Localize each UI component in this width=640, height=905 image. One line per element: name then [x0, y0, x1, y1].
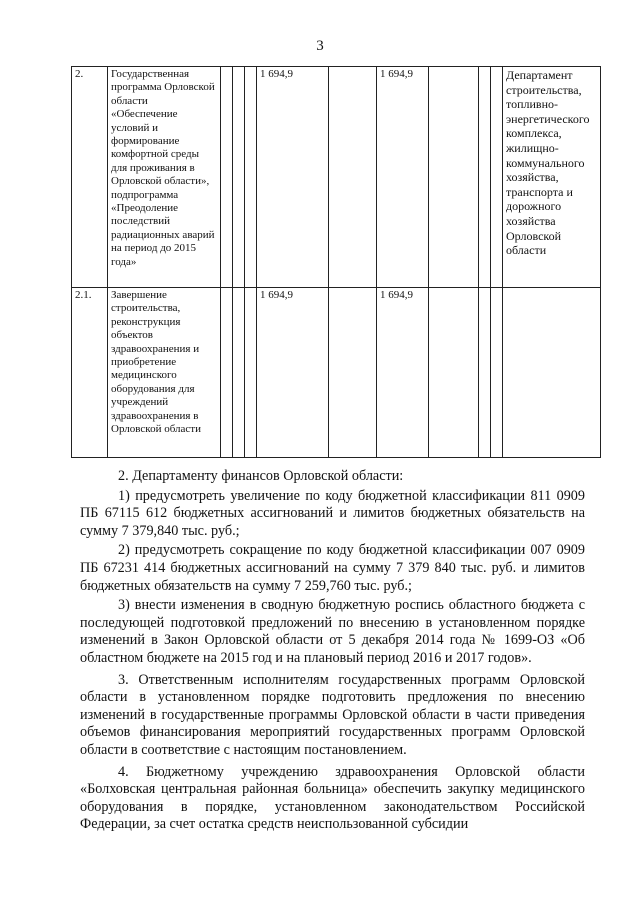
row-number: 2.	[72, 67, 108, 288]
page-number: 3	[316, 38, 324, 54]
amount-cell: 1 694,9	[377, 67, 429, 288]
row-number: 2.1.	[72, 288, 108, 458]
table-row	[72, 67, 601, 288]
program-name: Завершение строительства, реконструкция объектов здравоохранения и приобретение медицинского оборудования для учреждений здравоохранения в Орловской области	[108, 288, 221, 458]
document-body	[80, 468, 585, 838]
paragraph-2: 2. Департаменту финансов Орловской области:	[118, 468, 404, 484]
amount-cell: 1 694,9	[257, 67, 329, 288]
table-row	[72, 288, 601, 458]
amount-cell: 1 694,9	[377, 288, 429, 458]
paragraph-4: 4. Бюджетному учреждению здравоохранения Орловской области «Болховская центральная районная больница» обеспечить закупку медицинского оборудования в порядке, установленном законодательством Российской Федерации, за счет остатка средств неиспользованной субсидии	[80, 763, 585, 833]
paragraph-2-2: 2) предусмотреть сокращение по коду бюджетной классификации 007 0909 ПБ 67231 414 бюджетных ассигнований на сумму 7 379 840 тыс. руб. и лимитов бюджетных обязательств на сумму 7 259,760 тыс. руб.;	[80, 542, 585, 594]
paragraph-2-3: 3) внести изменения в сводную бюджетную роспись областного бюджета с последующей подготовкой предложений по внесению в установленном порядке изменений в Закон Орловской области от 5 декабря 2014 года № 1699-ОЗ «Об областном бюджете на 2015 год и на плановый период 2016 и 2017 годов».	[80, 597, 585, 666]
paragraph-2-1: 1) предусмотреть увеличение по коду бюджетной классификации 811 0909 ПБ 67115 612 бюджетных ассигнований и лимитов бюджетных обязательств на сумму 7 379,840 тыс. руб.;	[80, 487, 585, 539]
responsible-department: Департамент строительства, топливно-энергетического комплекса, жилищно-коммунального хозяйства, транспорта и дорожного хозяйства Орловской области	[503, 67, 601, 288]
program-name: Государственная программа Орловской области «Обеспечение условий и формирование комфортной среды для проживания в Орловской области», подпрограмма «Преодоление последствий радиационных аварий на период до 2015 года»	[108, 67, 221, 288]
paragraph-3: 3. Ответственным исполнителям государственных программ Орловской области в установленном порядке подготовить предложения по внесению изменений в государственные программы Орловской области в части приведения объемов финансирования мероприятий государственных программ Орловской области в соответствие с настоящим постановлением.	[80, 671, 585, 758]
amount-cell: 1 694,9	[257, 288, 329, 458]
responsible-department	[503, 288, 601, 458]
program-table	[71, 66, 601, 458]
